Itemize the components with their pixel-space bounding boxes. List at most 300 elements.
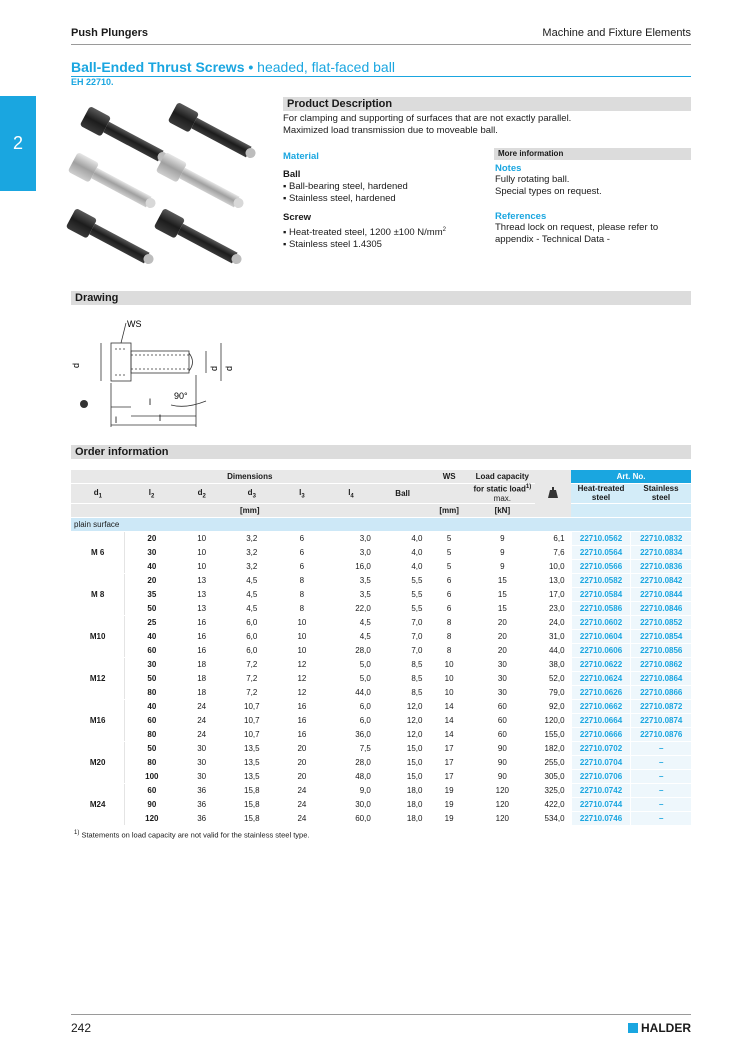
table-cell: 3,5 [325,573,377,587]
thread-size-cell: M 8 [71,573,125,615]
table-cell: 325,0 [535,783,571,797]
table-cell: 20 [125,573,179,587]
table-cell: 5,5 [377,573,429,587]
table-cell: 30,0 [325,797,377,811]
table-row [71,699,691,713]
art-no-stainless: 22710.0846 [631,601,691,615]
table-cell: 3,2 [225,545,279,559]
drawing-label-d3: d [209,365,219,371]
art-no-stainless: 22710.0832 [631,531,691,545]
table-cell: 30 [470,671,535,685]
art-no-stainless: – [631,755,691,769]
table-cell: 23,0 [535,601,571,615]
table-cell: 8 [428,643,469,657]
ball-material-list [283,181,408,205]
table-cell: 120 [470,811,535,825]
table-cell: 50 [125,671,179,685]
art-no-heat-treated: 22710.0746 [571,811,631,825]
table-head-row-1 [71,470,691,484]
table-cell: 7,6 [535,545,571,559]
table-cell: 10 [178,545,225,559]
table-cell: 4,0 [377,531,429,545]
table-cell: 30 [470,657,535,671]
ball-material-item: ▪ Ball-bearing steel, hardened [283,181,408,193]
art-no-heat-treated: 22710.0626 [571,685,631,699]
table-row [71,727,691,741]
art-no-stainless: 22710.0862 [631,657,691,671]
table-cell: 8 [279,573,326,587]
table-cell: 8 [279,601,326,615]
table-cell: 7,0 [377,629,429,643]
weight-icon [535,470,571,517]
ball-heading: Ball [283,169,301,180]
table-cell: 120 [470,783,535,797]
table-cell: 30 [125,657,179,671]
table-cell: 10 [178,559,225,573]
heat-treated-header: Heat-treated steel [571,484,631,504]
drawing-label-l3: l [115,415,117,425]
art-no-heat-treated: 22710.0602 [571,615,631,629]
table-cell: 60 [470,727,535,741]
table-cell: 10 [279,615,326,629]
table-cell: 90 [125,797,179,811]
table-cell: 15,8 [225,811,279,825]
table-cell: 40 [125,559,179,573]
table-cell: 28,0 [325,755,377,769]
art-no-stainless: 22710.0844 [631,587,691,601]
table-cell: 13,5 [225,755,279,769]
table-cell: 12 [279,657,326,671]
table-cell: 13,0 [535,573,571,587]
ball-header: Ball [377,484,429,504]
table-cell: 6 [428,587,469,601]
table-cell: 15,0 [377,741,429,755]
table-cell: 28,0 [325,643,377,657]
art-no-heat-treated: 22710.0566 [571,559,631,573]
table-cell: 15,8 [225,783,279,797]
table-cell: 17,0 [535,587,571,601]
table-cell: 12,0 [377,699,429,713]
screw-material-item: ▪ Stainless steel 1.4305 [283,239,446,251]
table-cell: 90 [470,741,535,755]
table-cell: 16 [178,629,225,643]
product-code: EH 22710. [71,77,114,87]
table-row [71,713,691,727]
table-cell: 48,0 [325,769,377,783]
d2-header: $d_2$ [178,484,225,504]
table-cell: 18 [178,671,225,685]
table-cell: 44,0 [535,643,571,657]
table-cell: 30 [178,769,225,783]
table-cell: 7,2 [225,671,279,685]
table-cell: 25 [125,615,179,629]
title-bullet: • [248,59,254,75]
table-cell: 80 [125,727,179,741]
table-cell: 24 [279,811,326,825]
table-cell: 5,5 [377,601,429,615]
l2-header: $l_2$ [125,484,179,504]
table-cell: 6,0 [225,629,279,643]
table-row [71,741,691,755]
art-no-heat-treated: 22710.0564 [571,545,631,559]
table-cell: 19 [428,783,469,797]
table-cell: 10 [279,629,326,643]
table-cell: 30 [470,685,535,699]
footnote: $^{1)}$ Statements on load capacity are not valid for the stainless steel type. [74,830,310,840]
table-cell: 6 [279,545,326,559]
table-cell: 3,0 [325,531,377,545]
table-cell: 24,0 [535,615,571,629]
table-cell: 7,2 [225,685,279,699]
table-cell: 24 [279,797,326,811]
table-row [71,601,691,615]
table-cell: 17 [428,769,469,783]
drawing-label-l2: l [159,413,161,423]
drawing-label-d2: d [71,362,81,368]
table-cell: 4,0 [377,559,429,573]
table-cell: 15 [470,573,535,587]
art-no-header: Art. No. [571,470,691,484]
art-no-heat-treated: 22710.0702 [571,741,631,755]
table-cell: 30 [125,545,179,559]
table-cell: 3,5 [325,587,377,601]
mark-icon [80,400,88,408]
table-cell: 35 [125,587,179,601]
art-no-stainless: – [631,797,691,811]
l4-header: $l_4$ [325,484,377,504]
table-row [71,797,691,811]
l3-header: $l_3$ [279,484,326,504]
table-cell: 5 [428,559,469,573]
ws-header: WS [428,470,469,484]
table-cell: 8,5 [377,685,429,699]
art-no-heat-treated: 22710.0662 [571,699,631,713]
chapter-tab: 2 [0,96,36,191]
table-row [71,811,691,825]
art-no-heat-treated: 22710.0706 [571,769,631,783]
table-cell: 9 [470,559,535,573]
footer-rule [71,1014,691,1015]
order-table [71,470,691,826]
table-cell: 6 [428,601,469,615]
table-cell: 120 [470,797,535,811]
table-cell: 60 [125,783,179,797]
table-cell: 24 [279,783,326,797]
art-no-heat-treated: 22710.0622 [571,657,631,671]
table-row [71,643,691,657]
table-cell: 36,0 [325,727,377,741]
product-title [71,59,395,75]
table-cell: 16 [178,615,225,629]
table-cell: 20 [279,741,326,755]
table-cell: 120,0 [535,713,571,727]
brand-logo: HALDER [628,1021,691,1035]
screw-black-3 [66,208,158,271]
screw-black-4 [154,208,246,271]
thread-size-cell: M10 [71,615,125,657]
table-cell: 20 [125,531,179,545]
table-cell: 90 [470,769,535,783]
table-cell: 8 [428,629,469,643]
table-cell: 15,8 [225,797,279,811]
drawing-heading: Drawing [71,291,691,305]
art-no-stainless: 22710.0834 [631,545,691,559]
stainless-header: Stainless steel [631,484,691,504]
table-cell: 6 [428,573,469,587]
table-cell: 44,0 [325,685,377,699]
table-cell: 100 [125,769,179,783]
order-rows [71,531,691,825]
drawing-label-angle: 90° [174,391,188,401]
table-cell: 7,2 [225,657,279,671]
drawing-label-l4: l [149,397,151,407]
table-cell: 80 [125,755,179,769]
table-cell: 36 [178,797,225,811]
product-title-main: Ball-Ended Thrust Screws [71,59,245,75]
table-cell: 4,5 [325,629,377,643]
art-no-stainless: 22710.0872 [631,699,691,713]
notes-line-1: Fully rotating ball. [495,174,570,185]
table-cell: 16 [178,643,225,657]
art-no-stainless: 22710.0854 [631,629,691,643]
table-cell: 5,0 [325,657,377,671]
table-cell: 6,0 [225,615,279,629]
group-label: plain surface [71,517,691,531]
table-cell: 120 [125,811,179,825]
table-cell: 18,0 [377,783,429,797]
units-kn: [kN] [470,503,535,517]
art-no-stainless: 22710.0842 [631,573,691,587]
table-cell: 20 [470,615,535,629]
table-cell: 155,0 [535,727,571,741]
table-cell: 16,0 [325,559,377,573]
table-cell: 15 [470,587,535,601]
table-cell: 20 [470,629,535,643]
table-cell: 8 [279,587,326,601]
table-row [71,545,691,559]
table-row [71,657,691,671]
table-row [71,685,691,699]
screw-stainless-1 [68,152,160,215]
table-cell: 52,0 [535,671,571,685]
table-cell: 60,0 [325,811,377,825]
material-heading: Material [283,151,319,162]
art-no-stainless: 22710.0874 [631,713,691,727]
screw-black-1 [80,106,172,169]
table-cell: 13 [178,601,225,615]
table-cell: 13,5 [225,769,279,783]
table-cell: 10 [428,685,469,699]
art-no-heat-treated: 22710.0624 [571,671,631,685]
table-cell: 13 [178,587,225,601]
table-cell: 9,0 [325,783,377,797]
table-cell: 60 [470,699,535,713]
table-cell: 6 [279,531,326,545]
table-cell: 20 [279,755,326,769]
table-cell: 10,7 [225,699,279,713]
screw-heading: Screw [283,212,311,223]
table-row [71,559,691,573]
dimensions-header: Dimensions [71,470,428,484]
references-line-2: appendix - Technical Data - [495,234,610,245]
table-cell: 10,0 [535,559,571,573]
table-cell: 9 [470,531,535,545]
table-cell: 19 [428,797,469,811]
art-no-stainless: 22710.0856 [631,643,691,657]
notes-line-2: Special types on request. [495,186,602,197]
art-no-stainless: 22710.0836 [631,559,691,573]
d3-header: $d_3$ [225,484,279,504]
notes-heading: Notes [495,163,522,174]
table-cell: 5,0 [325,671,377,685]
table-cell: 13,5 [225,741,279,755]
table-cell: 422,0 [535,797,571,811]
table-cell: 6,0 [225,643,279,657]
table-cell: 30 [178,741,225,755]
art-no-stainless: – [631,741,691,755]
table-cell: 24 [178,699,225,713]
table-row [71,573,691,587]
table-cell: 31,0 [535,629,571,643]
table-cell: 60 [470,713,535,727]
table-cell: 20 [279,769,326,783]
art-no-heat-treated: 22710.0664 [571,713,631,727]
thread-size-cell: M20 [71,741,125,783]
table-cell: 24 [178,727,225,741]
thread-size-cell: M16 [71,699,125,741]
art-no-heat-treated: 22710.0604 [571,629,631,643]
screw-stainless-2 [156,152,248,215]
table-cell: 20 [470,643,535,657]
table-row [71,587,691,601]
table-cell: 36 [178,811,225,825]
table-head-row-2 [71,484,691,504]
ball-material-item: ▪ Stainless steel, hardened [283,193,408,205]
table-cell: 8 [428,615,469,629]
table-cell: 12 [279,685,326,699]
art-no-heat-treated: 22710.0704 [571,755,631,769]
table-cell: 17 [428,755,469,769]
product-description-heading: Product Description [283,97,691,111]
table-cell: 10 [428,671,469,685]
table-cell: 6,1 [535,531,571,545]
table-row [71,769,691,783]
units-mm: [mm] [71,503,428,517]
load-header: Load capacity [470,470,535,484]
table-cell: 5 [428,545,469,559]
table-cell: 40 [125,629,179,643]
technical-drawing [71,313,241,433]
table-cell: 5,5 [377,587,429,601]
table-cell: 12,0 [377,713,429,727]
table-row [71,783,691,797]
table-row [71,755,691,769]
product-title-sub: headed, flat-faced ball [257,59,395,75]
references-heading: References [495,211,547,222]
table-cell: 10 [178,531,225,545]
table-cell: 9 [470,545,535,559]
table-cell: 10 [428,657,469,671]
load-header-sub: for static load$^{1)}$ max. [470,484,535,504]
art-no-stainless: – [631,783,691,797]
logo-mark-icon [628,1023,638,1033]
thread-size-cell: M 6 [71,531,125,573]
art-no-heat-treated: 22710.0606 [571,643,631,657]
screw-material-list [283,224,446,251]
art-no-stainless: – [631,769,691,783]
running-header-left: Push Plungers [71,27,149,39]
table-cell: 8,5 [377,671,429,685]
table-cell: 305,0 [535,769,571,783]
table-cell: 60 [125,643,179,657]
table-cell: 6 [279,559,326,573]
art-no-stainless: 22710.0852 [631,615,691,629]
running-header-right: Machine and Fixture Elements [542,27,691,39]
table-row [71,615,691,629]
screw-black-2 [168,102,260,165]
table-cell: 80 [125,685,179,699]
table-cell: 14 [428,699,469,713]
units-mm-ws: [mm] [428,503,469,517]
table-cell: 40 [125,699,179,713]
thread-size-cell: M12 [71,657,125,699]
header-rule [71,44,691,45]
table-cell: 60 [125,713,179,727]
table-cell: 22,0 [325,601,377,615]
table-cell: 17 [428,741,469,755]
table-cell: 18 [178,685,225,699]
table-cell: 5 [428,531,469,545]
art-no-stainless: 22710.0866 [631,685,691,699]
table-cell: 4,5 [225,601,279,615]
art-no-heat-treated: 22710.0666 [571,727,631,741]
art-no-heat-treated: 22710.0582 [571,573,631,587]
table-cell: 7,0 [377,643,429,657]
table-cell: 3,2 [225,559,279,573]
table-cell: 79,0 [535,685,571,699]
table-cell: 10,7 [225,713,279,727]
table-cell: 18,0 [377,797,429,811]
table-cell: 15,0 [377,769,429,783]
table-cell: 36 [178,783,225,797]
table-cell: 18,0 [377,811,429,825]
more-information-heading: More information [494,148,691,160]
table-cell: 8,5 [377,657,429,671]
group-row [71,517,691,531]
table-cell: 38,0 [535,657,571,671]
table-cell: 4,5 [325,615,377,629]
table-cell: 4,5 [225,573,279,587]
table-cell: 50 [125,741,179,755]
table-cell: 92,0 [535,699,571,713]
order-information-heading: Order information [71,445,691,459]
table-cell: 15 [470,601,535,615]
table-cell: 10 [279,643,326,657]
table-head-row-3 [71,503,691,517]
table-cell: 16 [279,713,326,727]
d1-header: $d_1$ [71,484,125,504]
drawing-label-d1: d [224,365,234,371]
table-cell: 24 [178,713,225,727]
table-cell: 14 [428,727,469,741]
table-row [71,531,691,545]
table-cell: 12 [279,671,326,685]
description-line-1: For clamping and supporting of surfaces that are not exactly parallel. [283,113,572,124]
table-cell: 6,0 [325,699,377,713]
art-no-stainless: 22710.0864 [631,671,691,685]
table-cell: 13 [178,573,225,587]
table-cell: 4,0 [377,545,429,559]
